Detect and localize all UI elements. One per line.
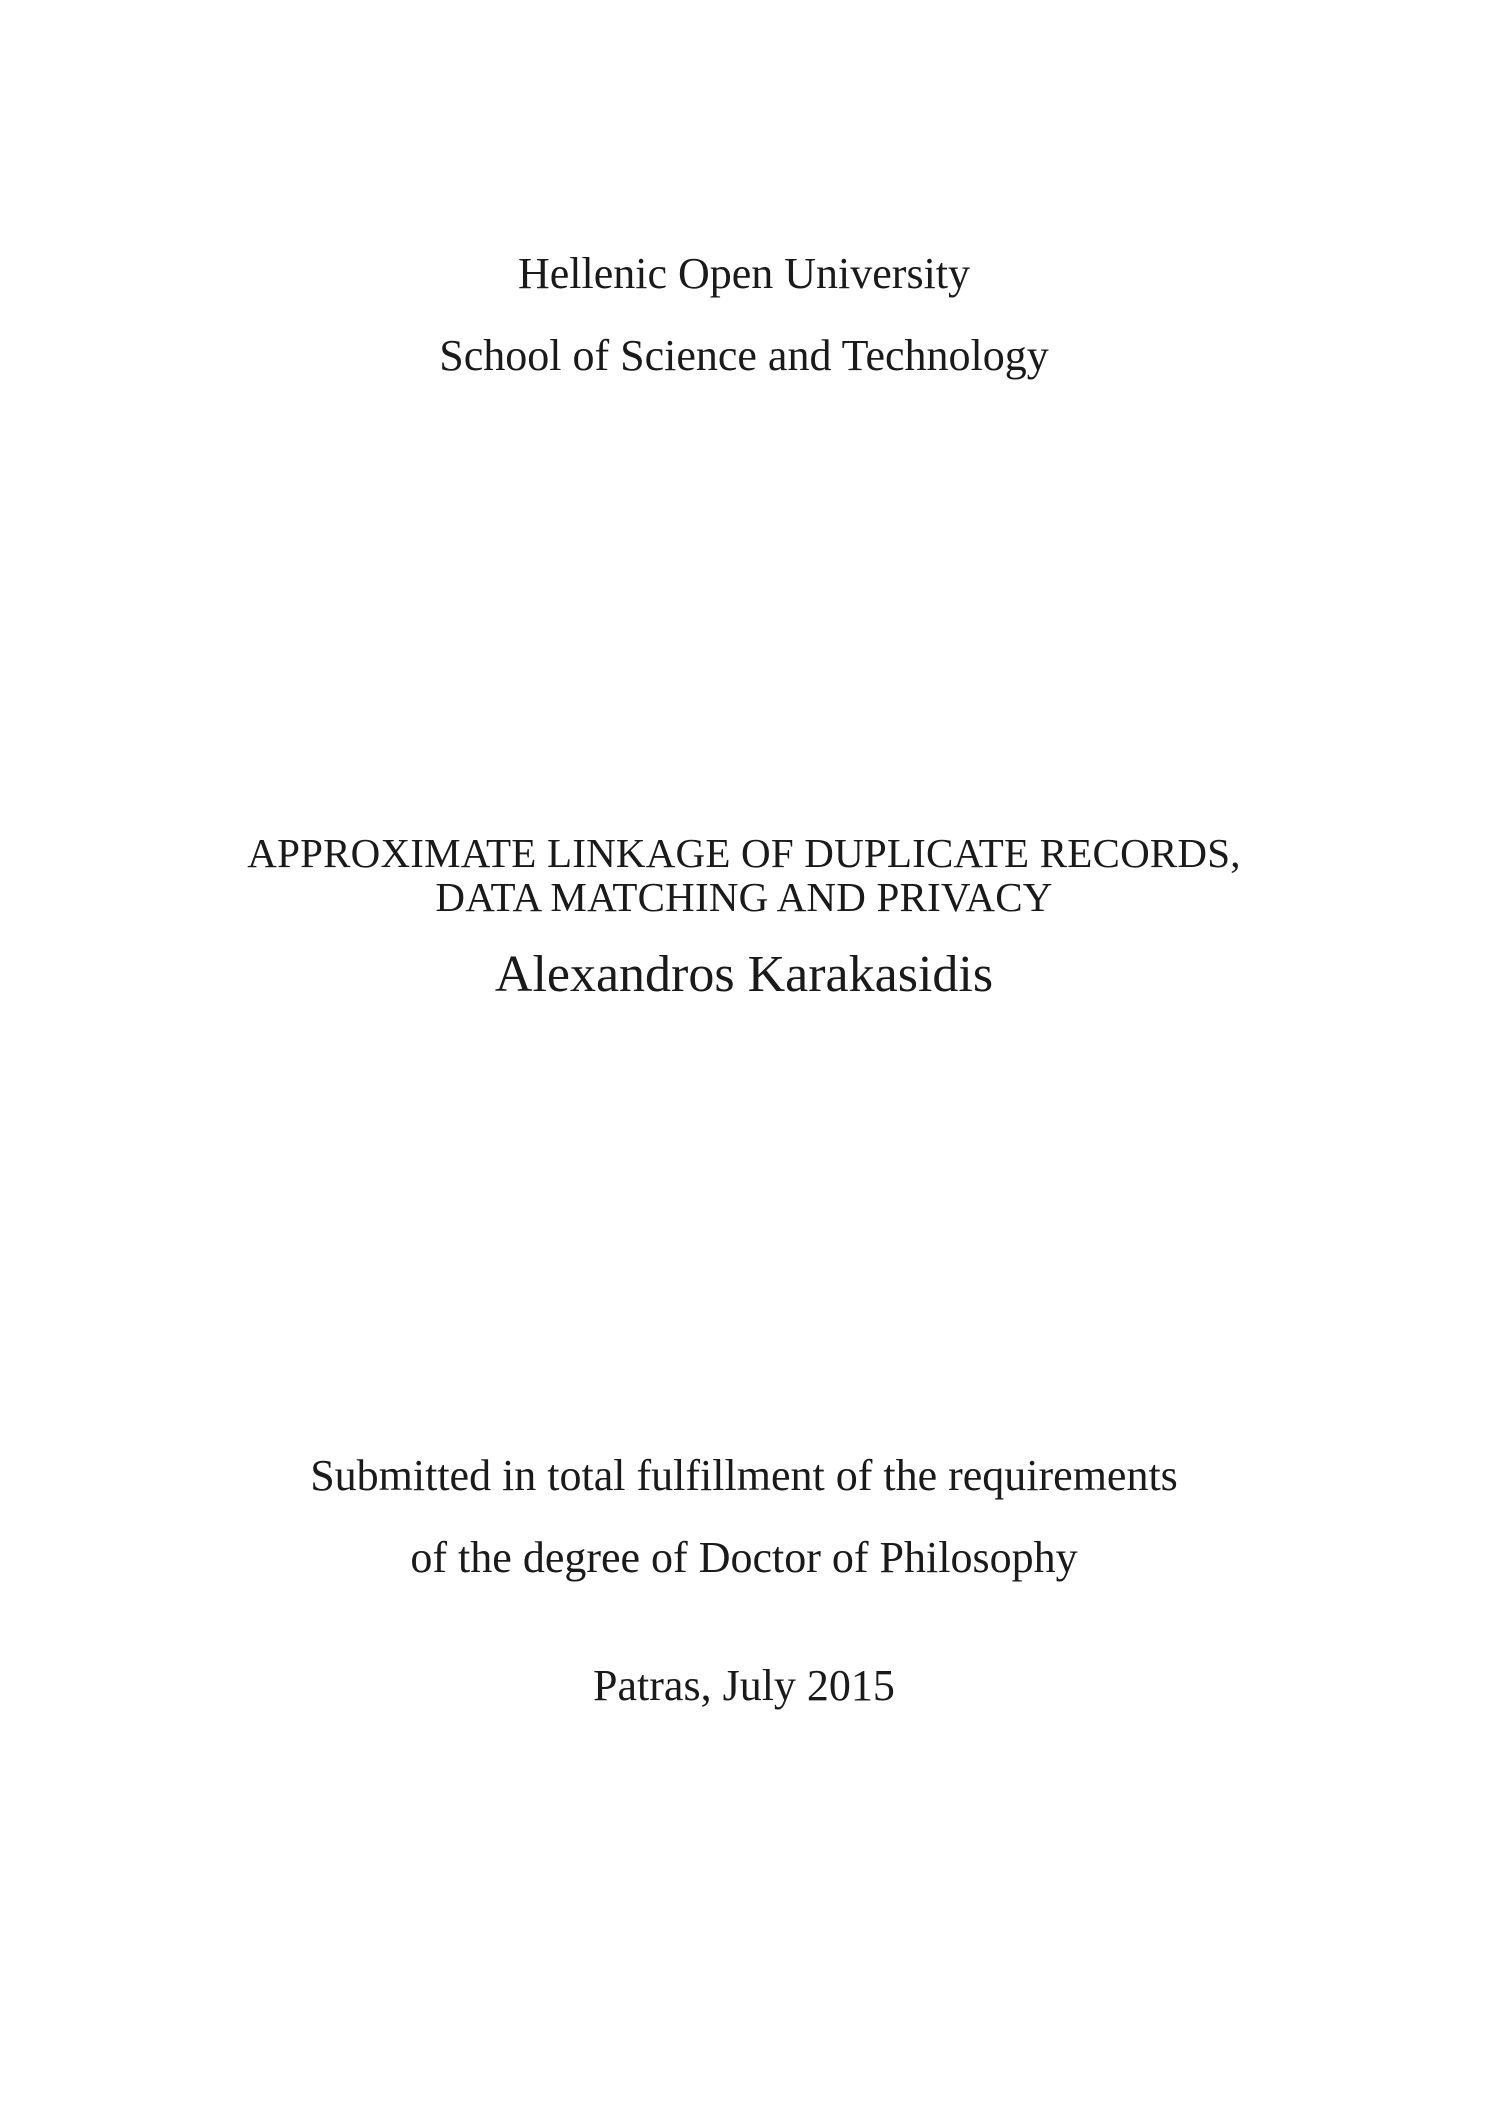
submission-statement-line-1: Submitted in total fulfillment of the requirements <box>310 1451 1178 1500</box>
author-name: Alexandros Karakasidis <box>494 946 994 1003</box>
university-name: Hellenic Open University <box>517 249 971 298</box>
thesis-title-line-2: DATA MATCHING AND PRIVACY <box>435 874 1053 920</box>
place-and-date: Patras, July 2015 <box>593 1661 895 1710</box>
school-name: School of Science and Technology <box>439 331 1049 380</box>
submission-statement-line-2: of the degree of Doctor of Philosophy <box>410 1533 1078 1582</box>
thesis-title-line-1: APPROXIMATE LINKAGE OF DUPLICATE RECORDS, <box>247 830 1241 876</box>
